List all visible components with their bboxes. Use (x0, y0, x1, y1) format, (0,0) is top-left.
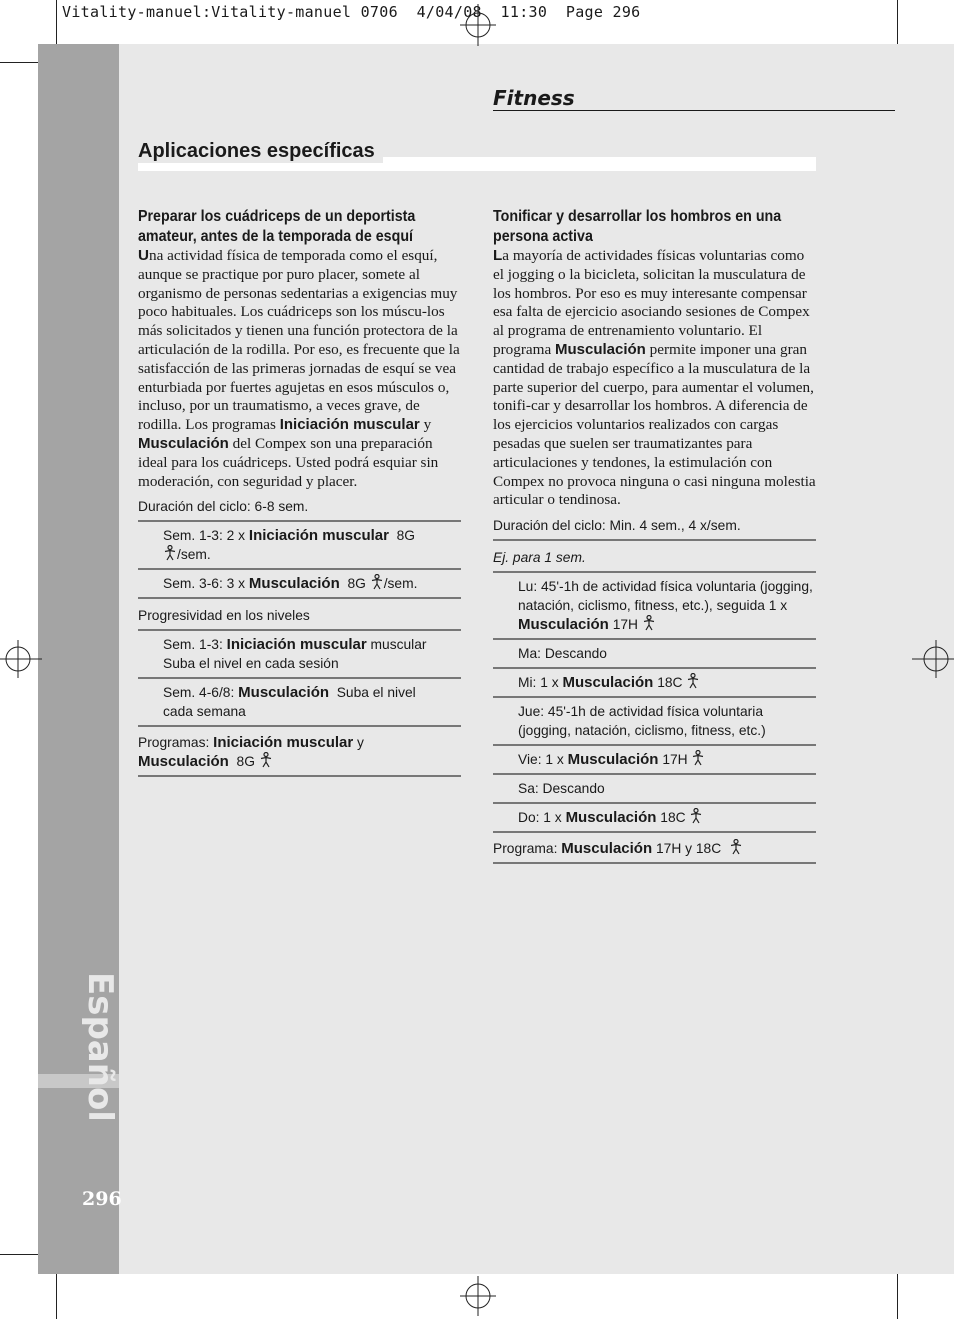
crop-mark (0, 62, 42, 63)
text: Jue: 45'-1h de actividad física voluntaria (jogging, natación, ciclismo, fitness, etc.) (518, 704, 766, 739)
program-name: Iniciación muscular (279, 416, 420, 434)
schedule-row (138, 679, 461, 727)
body-figure-icon (259, 752, 273, 768)
schedule-row (493, 698, 816, 746)
text: Suba el nivel en cada sesión (163, 656, 339, 672)
text: Duración del ciclo: Min. 4 sem., 4 x/sem. (493, 518, 741, 534)
header-title: Fitness (493, 86, 575, 110)
language-label: Español (80, 972, 120, 1122)
crop-mark (56, 1270, 57, 1319)
text: del Compex son una preparación ideal para los cuádriceps. Usted podrá esquiar sin moderación, con seguridad y placer. (138, 434, 439, 490)
text: muscular (370, 637, 427, 653)
program-name: Musculación (138, 753, 229, 771)
registration-mark-icon (460, 1276, 496, 1316)
text: /sem. (177, 547, 211, 563)
schedule-row (493, 573, 816, 640)
program-code: 8G (236, 754, 255, 770)
schedule-row (493, 669, 816, 698)
program-code: 17H (612, 617, 639, 633)
program-code: 17H (662, 752, 688, 768)
registration-mark-icon (460, 4, 496, 46)
body-figure-icon (370, 574, 384, 590)
page-number: 296 (82, 1188, 122, 1210)
right-heading: Tonificar y desarrollar los hombros en una persona activa (493, 208, 782, 245)
right-column (493, 207, 816, 864)
program-code: 18C (657, 675, 683, 691)
program-name: Musculación (562, 674, 654, 692)
programs-row (493, 833, 816, 864)
program-name: Musculación (555, 340, 646, 358)
page-header (493, 86, 895, 111)
progression-label (138, 599, 461, 631)
crop-mark (897, 1270, 898, 1319)
programs-row (138, 727, 461, 777)
text: Programa: (493, 841, 558, 857)
schedule-row (493, 804, 816, 833)
text: Programas: (138, 735, 210, 751)
text: cada semana (163, 704, 246, 720)
schedule-row (493, 775, 816, 804)
text: /sem. (383, 576, 418, 592)
text: y (423, 416, 432, 434)
cycle-duration (138, 491, 461, 520)
program-name: Iniciación muscular (213, 734, 354, 752)
text: Sem. 1-3: 2 x (163, 528, 246, 544)
program-name: Musculación (567, 751, 659, 769)
drop-cap: U (138, 247, 149, 264)
schedule-row (493, 746, 816, 775)
program-code: 18C (660, 810, 686, 826)
drop-cap: L (493, 247, 503, 264)
text: Do: 1 x (518, 810, 562, 826)
registration-mark-icon (912, 640, 954, 678)
text: Suba el nivel (336, 685, 416, 701)
text: Lu: 45'-1h de actividad física voluntaria (jogging, natación, ciclismo, fitness, etc.), seguida 1 x (518, 579, 813, 614)
body-figure-icon (729, 839, 743, 855)
program-name: Musculación (138, 434, 229, 452)
text: Mi: 1 x (518, 675, 559, 691)
text: Sem. 4-6/8: (163, 685, 235, 701)
schedule-row (138, 520, 461, 570)
body-figure-icon (691, 750, 705, 766)
schedule-row (138, 631, 461, 679)
cycle-duration (493, 510, 816, 541)
schedule-row (493, 640, 816, 669)
body-figure-icon (642, 615, 656, 631)
crop-mark (897, 0, 898, 48)
text: a mayoría de actividades físicas voluntarias como el jogging o la bicicleta, solicitan la musculatura de los hombros. Por eso es muy interesante compensar esa falta de ejercicio asociando sesiones de Compex al programa de entrenamiento voluntario. El programa (493, 247, 810, 358)
program-code: 8G (347, 576, 366, 592)
schedule-row (138, 570, 461, 599)
text: permite imponer una gran cantidad de trabajo específico a la musculatura de la parte superior del cuerpo, para aumentar el volumen, tonifi-car y desarrollar los hombros. A diferencia de los ejercicios voluntarios realizados con cargas pesadas que suelen ser traumatizantes para articulaciones y tendones, la estimulación con Compex no provoca ninguna o casi ninguna molestia articular o tendinosa. (493, 340, 816, 509)
body-figure-icon (163, 545, 177, 561)
text: y (357, 735, 364, 751)
registration-mark-icon (0, 640, 42, 678)
text: Ma: Descando (518, 646, 607, 662)
text: Sem. 3-6: 3 x (163, 576, 246, 592)
left-paragraph (138, 247, 461, 491)
body-figure-icon (689, 808, 703, 824)
body-figure-icon (686, 673, 700, 689)
crop-mark (0, 1254, 42, 1255)
left-column (138, 207, 461, 777)
program-name: Iniciación muscular (226, 636, 367, 654)
text: Progresividad en los niveles (138, 608, 310, 624)
text: Vie: 1 x (518, 752, 564, 768)
program-code: 17H y 18C (655, 841, 722, 857)
program-name: Musculación (561, 840, 653, 858)
text: Ej. para 1 sem. (493, 550, 586, 566)
crop-mark (56, 0, 57, 48)
text: Duración del ciclo: 6-8 sem. (138, 499, 309, 515)
example-label (493, 541, 816, 573)
print-slug: Vitality-manuel:Vitality-manuel 0706 4/04/08 11:30 Page 296 (62, 3, 641, 21)
program-code: 8G (396, 528, 416, 544)
program-name: Musculación (565, 809, 657, 827)
text: Sem. 1-3: (163, 637, 223, 653)
program-name: Musculación (518, 616, 609, 634)
program-name: Musculación (248, 575, 340, 593)
section-title: Aplicaciones específicas (138, 140, 383, 163)
text: na actividad física de temporada como el esquí, aunque se practique por puro placer, somete al organismo de personas sedentarias a exigencias muy poco habituales. Los cuádriceps son los múscu-los más solicitados y tienen una función protectora de la articulación de la rodilla. Por eso, es frecuente que la satisfacción de las primeras jornadas de esquí se vea enturbiada por fuertes agujetas en esos músculos o, incluso, por un traumatismo, a veces grave, de rodilla. Los programas (138, 247, 460, 434)
program-name: Iniciación muscular (248, 527, 389, 545)
text: Sa: Descando (518, 781, 605, 797)
right-paragraph (493, 247, 816, 510)
program-name: Musculación (238, 684, 330, 702)
left-heading: Preparar los cuádriceps de un deportista amateur, antes de la temporada de esquí (138, 208, 416, 245)
